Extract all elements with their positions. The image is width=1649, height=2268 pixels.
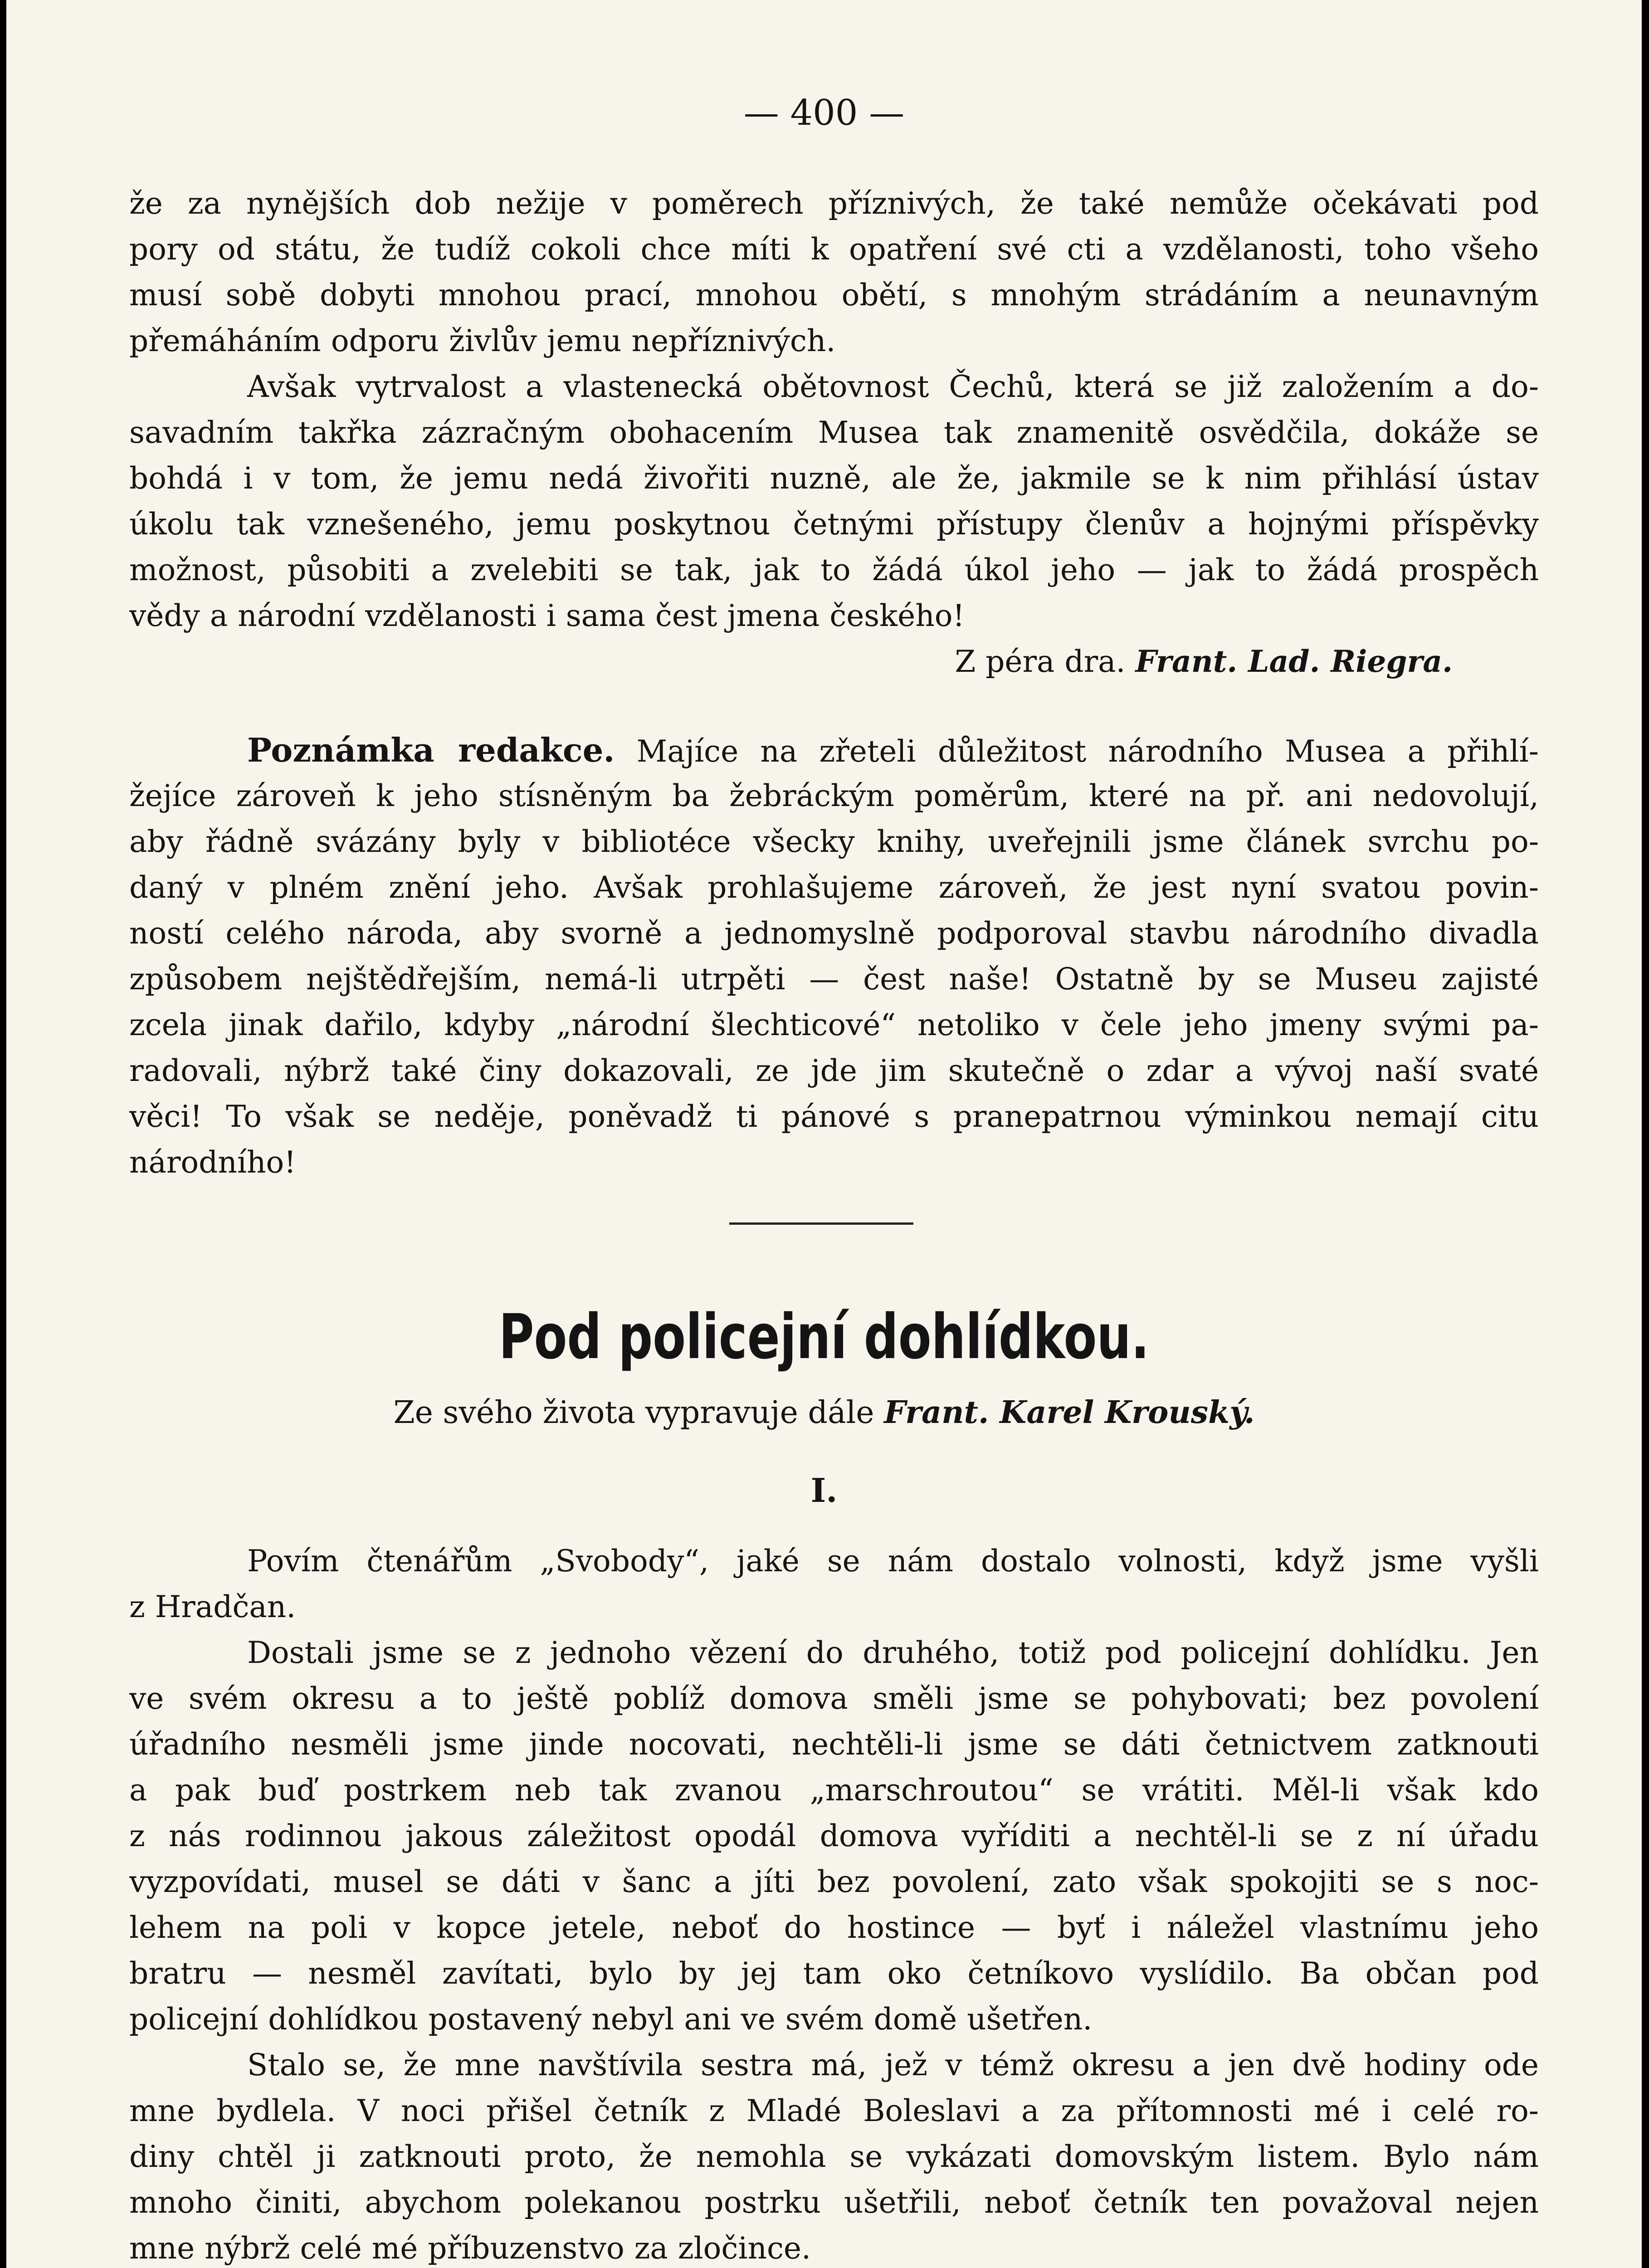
text-line: daný v plném znění jeho. Avšak prohlašujeme zároveň, že jest nyní svatou povin-: [129, 870, 1539, 905]
story-title: Pod policejní dohlídkou.: [498, 1301, 1150, 1373]
text-line: radovali, nýbrž také činy dokazovali, ze jde jim skutečně o zdar a vývoj naší svaté: [129, 1053, 1539, 1088]
text-line: Dostali jsme se z jednoho vězení do druhého, totiž pod policejní dohlídku. Jen: [247, 1635, 1539, 1670]
text-line: úřadního nesměli jsme jinde nocovati, nechtěli-li jsme se dáti četnictvem zatknouti: [129, 1727, 1539, 1762]
text-line: ve svém okresu a to ještě poblíž domova směli jsme se pohybovati; bez povolení: [129, 1681, 1539, 1716]
signature-name: Frant. Lad. Riegra.: [1135, 644, 1453, 679]
text-line: možnost, působiti a zvelebiti se tak, jak to žádá úkol jeho — jak to žádá prospěch: [129, 552, 1539, 587]
section-divider: [729, 1222, 913, 1225]
editorial-note: [129, 727, 1539, 1185]
text-line: národního!: [129, 1145, 296, 1180]
rieger-article-text: [129, 181, 1539, 684]
subtitle-author: Frant. Karel Krouský.: [884, 1394, 1255, 1431]
text-line: žejíce zároveň k jeho stísněným ba žebráckým poměrům, které na př. ani nedovolují,: [129, 778, 1539, 813]
text-line: úkolu tak vznešeného, jemu poskytnou četnými přístupy členův a hojnými příspěvky: [129, 507, 1539, 542]
text-line: lehem na poli v kopce jetele, neboť do hostince — byť i náležel vlastnímu jeho: [129, 1910, 1539, 1945]
text-line: mne nýbrž celé mé příbuzenstvo za zločince.: [129, 2231, 811, 2266]
text-line: Povím čtenářům „Svobody“, jaké se nám dostalo volnosti, když jsme vyšli: [247, 1544, 1539, 1579]
text-line: diny chtěl ji zatknouti proto, že nemohla se vykázati domovským listem. Bylo nám: [129, 2139, 1539, 2174]
text-line: vědy a národní vzdělanosti i sama čest jmena českého!: [129, 598, 965, 633]
text-line: Avšak vytrvalost a vlastenecká obětovnost Čechů, která se již založením a do-: [247, 369, 1539, 404]
page-number: — 400 —: [743, 93, 905, 133]
signature-line: [129, 639, 1539, 684]
text-line: bohdá i v tom, že jemu nedá živořiti nuzně, ale že, jakmile se k nim přihlásí ústav: [129, 461, 1539, 496]
story-subtitle: [6, 1394, 1642, 1431]
text-line: mnoho činiti, abychom polekanou postrku ušetřili, neboť četník ten považoval nejen: [129, 2185, 1539, 2220]
text-line: ností celého národa, aby svorně a jednomyslně podporoval stavbu národního divadla: [129, 916, 1539, 951]
note-first-line: [129, 727, 1539, 773]
text-line: pory od státu, že tudíž cokoli chce míti k opatření své cti a vzdělanosti, toho všeho: [129, 232, 1539, 267]
subtitle-prefix: Ze svého života vypravuje dále: [393, 1395, 874, 1431]
text-line: způsobem nejštědřejším, nemá-li utrpěti — čest naše! Ostatně by se Museu zajisté: [129, 962, 1539, 997]
text-line: přemáháním odporu živlův jemu nepříznivých.: [129, 323, 836, 358]
text-line: z Hradčan.: [129, 1589, 296, 1624]
book-page: [6, 0, 1642, 2268]
signature-prefix: Z péra dra.: [955, 644, 1126, 679]
story-body: [129, 1538, 1539, 2268]
chapter-number: I.: [810, 1471, 838, 1510]
note-first-line-text: Majíce na zřeteli důležitost národního Musea a přihlí-: [636, 734, 1539, 769]
text-line: z nás rodinnou jakous záležitost opodál domova vyříditi a nechtěl-li se z ní úřadu: [129, 1818, 1539, 1853]
text-line: že za nynějších dob nežije v poměrech příznivých, že také nemůže očekávati pod: [129, 186, 1539, 221]
text-line: Stalo se, že mne navštívila sestra má, jež v témž okresu a jen dvě hodiny ode: [247, 2048, 1539, 2082]
text-line: vyzpovídati, musel se dáti v šanc a jíti bez povolení, zato však spokojiti se s noc-: [129, 1864, 1539, 1899]
text-line: aby řádně svázány byly v bibliotéce všecky knihy, uveřejnili jsme článek svrchu po-: [129, 824, 1539, 859]
text-line: musí sobě dobyti mnohou prací, mnohou obětí, s mnohým strádáním a neunavným: [129, 278, 1539, 313]
text-line: věci! To však se neděje, poněvadž ti pánové s pranepatrnou výminkou nemají citu: [129, 1099, 1539, 1134]
text-line: mne bydlela. V noci přišel četník z Mladé Boleslavi a za přítomnosti mé i celé ro-: [129, 2093, 1539, 2128]
note-heading: Poznámka redakce.: [247, 731, 615, 769]
text-line: policejní dohlídkou postavený nebyl ani ve svém domě ušetřen.: [129, 2002, 1093, 2037]
text-line: bratru — nesměl zavítati, bylo by jej tam oko četníkovo vyslídilo. Ba občan pod: [129, 1956, 1539, 1991]
text-line: zcela jinak dařilo, kdyby „národní šlechticové“ netoliko v čele jeho jmeny svými pa-: [129, 1007, 1539, 1042]
text-line: savadním takřka zázračným obohacením Musea tak znamenitě osvědčila, dokáže se: [129, 415, 1539, 450]
text-line: a pak buď postrkem neb tak zvanou „marschroutou“ se vrátiti. Měl-li však kdo: [129, 1773, 1539, 1808]
